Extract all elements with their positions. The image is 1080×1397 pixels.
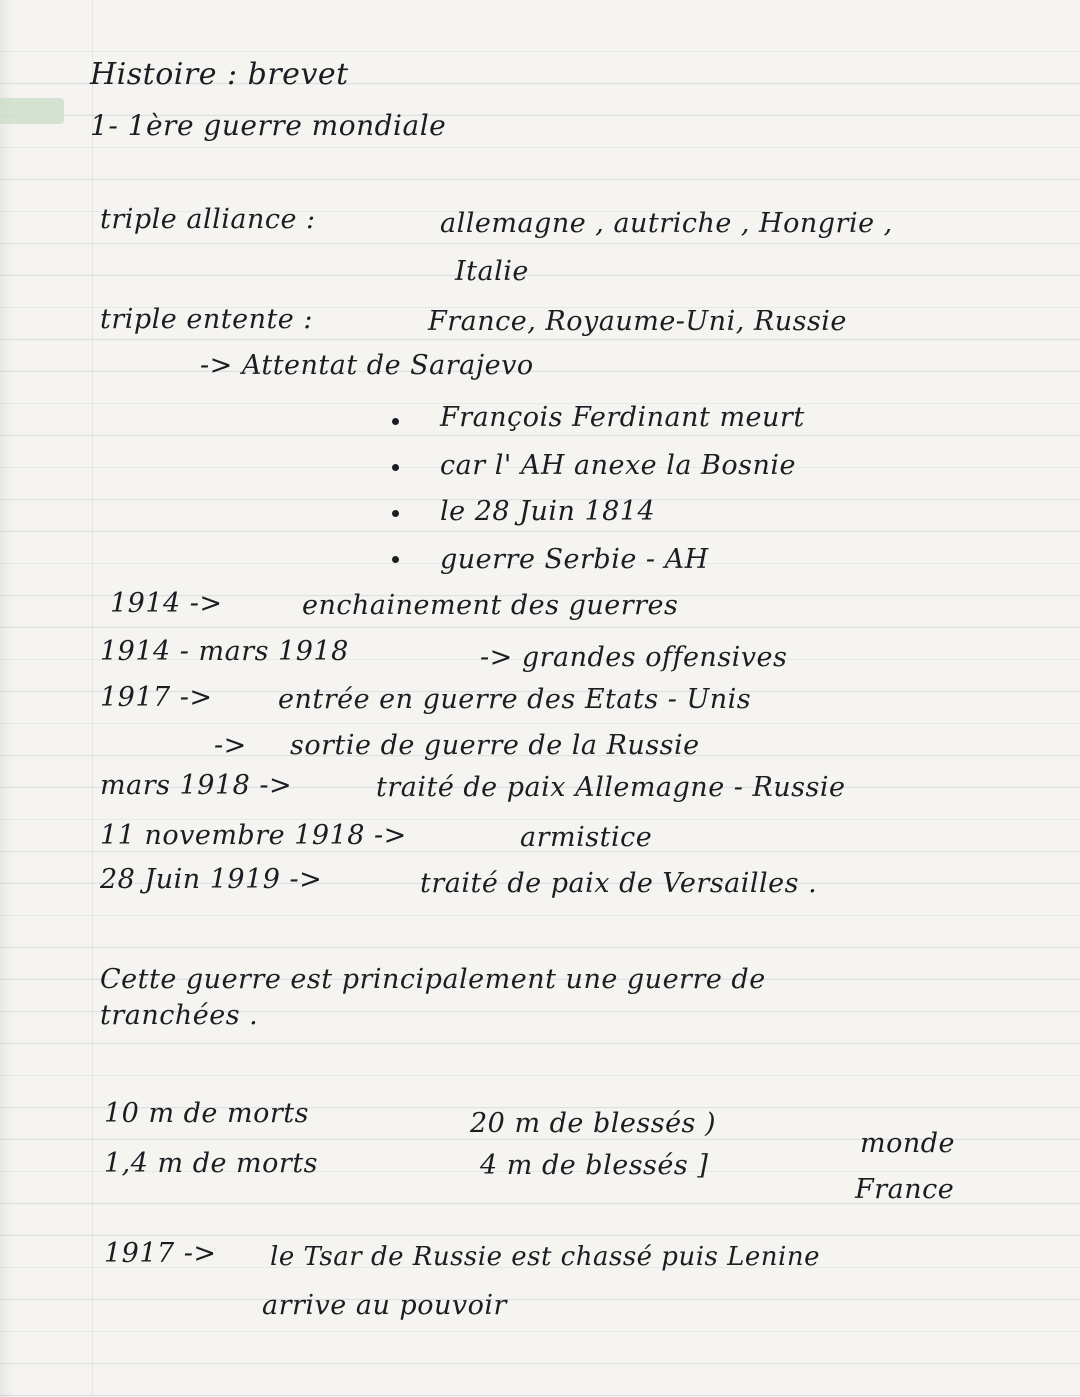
timeline-event: traité de paix Allemagne - Russie bbox=[376, 772, 846, 803]
timeline-event: armistice bbox=[520, 822, 653, 853]
timeline-event: -> grandes offensives bbox=[480, 642, 788, 673]
triple-alliance-members: allemagne , autriche , Hongrie , bbox=[440, 208, 893, 239]
highlight-marker-tab bbox=[0, 98, 64, 124]
triple-entente-label: triple entente : bbox=[100, 304, 313, 335]
bullet-point bbox=[392, 418, 399, 425]
timeline-date: mars 1918 -> bbox=[100, 770, 293, 801]
timeline-date: 1914 -> bbox=[110, 588, 223, 619]
france-label: France bbox=[855, 1174, 955, 1205]
triple-alliance-label: triple alliance : bbox=[100, 204, 316, 235]
timeline-event: enchainement des guerres bbox=[302, 590, 679, 621]
france-dead: 1,4 m de morts bbox=[104, 1148, 319, 1179]
timeline-event: entrée en guerre des Etats - Unis bbox=[278, 684, 752, 715]
sarajevo-bullet-4: guerre Serbie - AH bbox=[440, 544, 709, 575]
page-title: Histoire : brevet bbox=[90, 57, 349, 92]
sarajevo-bullet-2: car l' AH anexe la Bosnie bbox=[440, 450, 796, 481]
world-wounded: 20 m de blessés ) bbox=[470, 1108, 717, 1139]
page-binding-edge bbox=[0, 0, 14, 1397]
bullet-point bbox=[392, 510, 399, 517]
chapter-heading: 1- 1ère guerre mondiale bbox=[90, 109, 447, 142]
timeline-date: 28 Juin 1919 -> bbox=[100, 864, 323, 895]
timeline-date: 1917 -> bbox=[100, 682, 213, 713]
russia-date: 1917 -> bbox=[104, 1238, 217, 1269]
timeline-event: sortie de guerre de la Russie bbox=[290, 730, 700, 761]
trench-warfare-text-line-1: Cette guerre est principalement une guerre de bbox=[100, 964, 766, 995]
margin-line bbox=[92, 0, 93, 1397]
bullet-point bbox=[392, 464, 399, 471]
russia-text-line-1: le Tsar de Russie est chassé puis Lenine bbox=[270, 1242, 820, 1272]
france-wounded: 4 m de blessés ] bbox=[480, 1150, 709, 1181]
world-dead: 10 m de morts bbox=[104, 1098, 309, 1129]
timeline-date: 1914 - mars 1918 bbox=[100, 636, 349, 667]
timeline-event: traité de paix de Versailles . bbox=[420, 868, 818, 899]
sarajevo-bullet-1: François Ferdinant meurt bbox=[440, 402, 805, 433]
trench-warfare-text-line-2: tranchées . bbox=[100, 1000, 259, 1031]
timeline-date: 11 novembre 1918 -> bbox=[100, 820, 407, 851]
timeline-date: -> bbox=[214, 730, 247, 761]
russia-text-line-2: arrive au pouvoir bbox=[262, 1290, 507, 1321]
bullet-point bbox=[392, 556, 399, 563]
sarajevo-bullet-3: le 28 Juin 1814 bbox=[440, 496, 656, 527]
sarajevo-heading: -> Attentat de Sarajevo bbox=[200, 350, 534, 381]
world-label: monde bbox=[860, 1128, 956, 1159]
triple-entente-members: France, Royaume-Uni, Russie bbox=[428, 306, 847, 337]
triple-alliance-members-cont: Italie bbox=[455, 256, 529, 287]
